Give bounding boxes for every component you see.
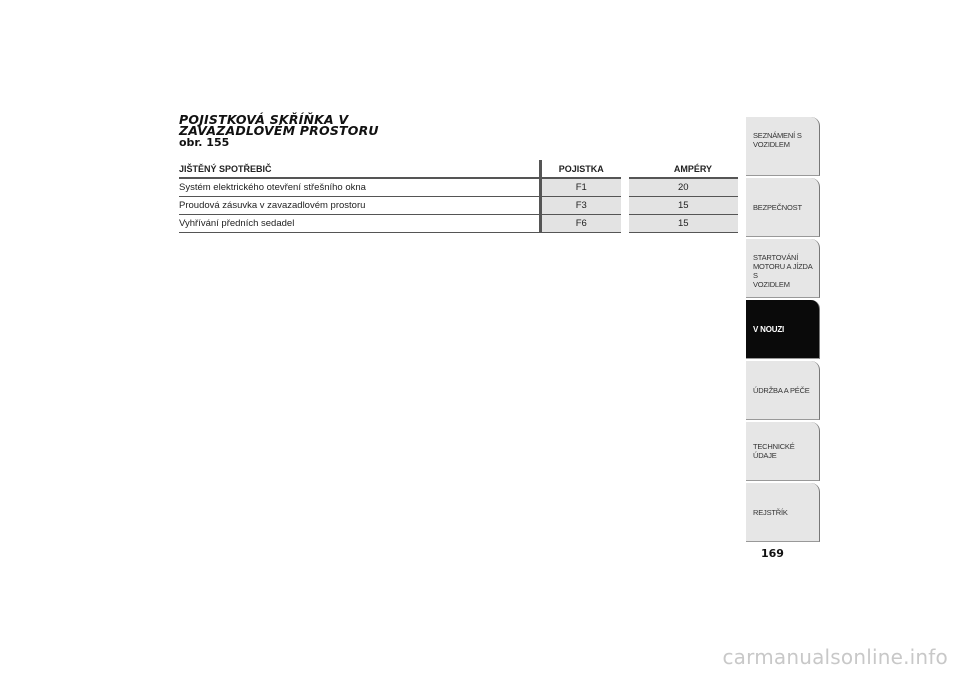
table-row: [179, 197, 738, 215]
tab-v-nouzi[interactable]: [746, 300, 820, 359]
cell-amperes: 15: [625, 215, 738, 233]
tab-label: BEZPEČNOST: [753, 202, 802, 212]
cell-amperes: 20: [625, 178, 738, 197]
fuse-table: [179, 160, 738, 233]
cell-fuse: F6: [541, 215, 625, 233]
tab-label: V NOUZI: [753, 324, 785, 334]
cell-consumer: Vyhřívání předních sedadel: [179, 215, 541, 233]
cell-fuse: F3: [541, 197, 625, 215]
chapter-tabs: [746, 117, 820, 544]
tab-label: TECHNICKÉ ÚDAJE: [753, 442, 795, 460]
figure-reference: obr. 155: [179, 136, 230, 149]
tab-startovani-motoru[interactable]: [746, 239, 820, 298]
cell-consumer: Systém elektrického otevření střešního okna: [179, 178, 541, 197]
cell-consumer: Proudová zásuvka v zavazadlovém prostoru: [179, 197, 541, 215]
tab-rejstrik[interactable]: [746, 483, 820, 542]
cell-amperes: 15: [625, 197, 738, 215]
heading-line-1: POJISTKOVÁ SKŘÍŇKA V: [179, 112, 349, 127]
tab-label: STARTOVÁNÍ MOTORU A JÍZDA S VOZIDLEM: [753, 253, 813, 289]
cell-fuse: F1: [541, 178, 625, 197]
section-heading: [179, 114, 699, 149]
tab-seznameni-s-vozidlem[interactable]: [746, 117, 820, 176]
page-number: 169: [761, 547, 784, 560]
heading-line-2: ZAVAZADLOVÉM PROSTORU: [179, 123, 379, 138]
watermark: carmanualsonline.info: [722, 645, 948, 669]
column-header-amperes: AMPÉRY: [625, 160, 738, 178]
table-row: [179, 178, 738, 197]
table-header-row: [179, 160, 738, 178]
column-header-consumer: JIŠTĚNÝ SPOTŘEBIČ: [179, 160, 541, 178]
tab-technicke-udaje[interactable]: [746, 422, 820, 481]
tab-udrzba-a-pece[interactable]: [746, 361, 820, 420]
column-header-fuse: POJISTKA: [541, 160, 625, 178]
tab-label: ÚDRŽBA A PÉČE: [753, 385, 810, 395]
table-row: [179, 215, 738, 233]
tab-label: SEZNÁMENÍ S VOZIDLEM: [753, 131, 802, 149]
tab-label: REJSTŘÍK: [753, 507, 788, 517]
tab-bezpecnost[interactable]: [746, 178, 820, 237]
